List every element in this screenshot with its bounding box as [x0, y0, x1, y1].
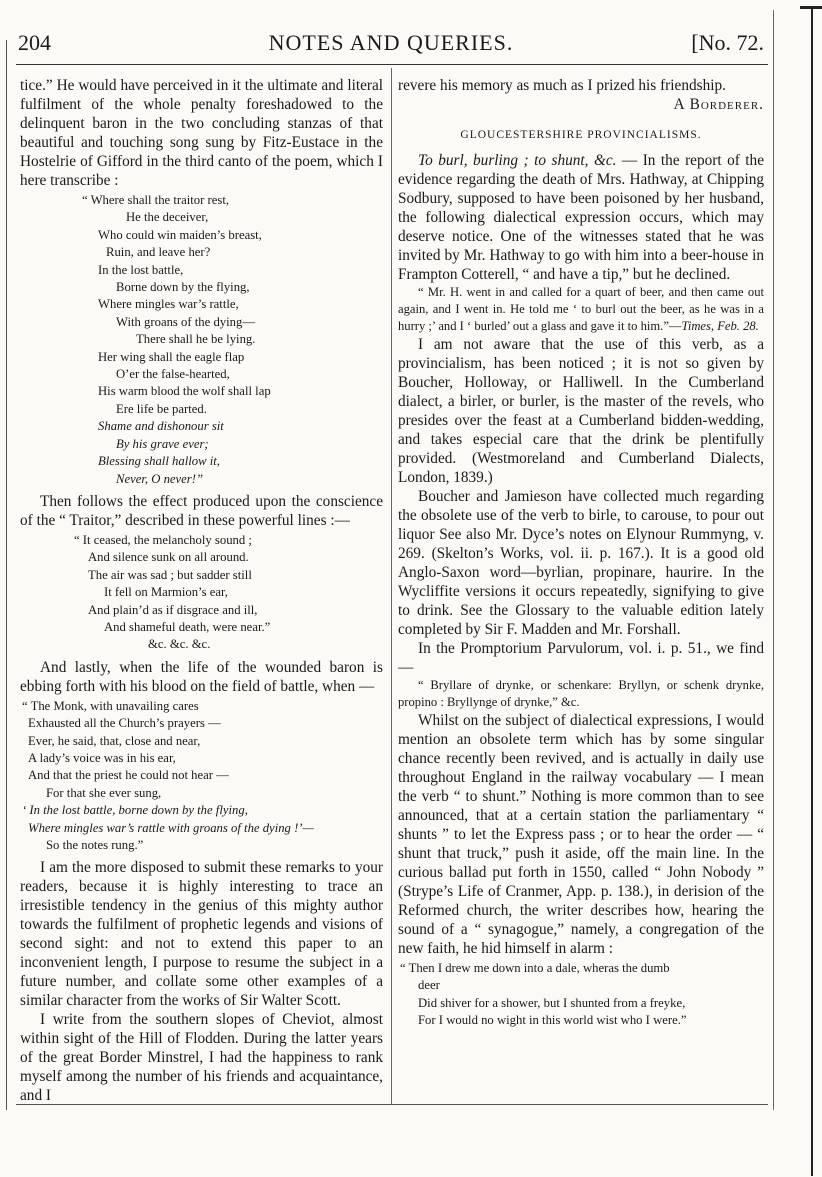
page-number: 204 — [18, 30, 51, 55]
ballad-quote — [398, 960, 764, 1030]
poem-line: For that she ever sung, — [46, 785, 162, 800]
poem-line: “ Where shall the traitor rest, — [82, 193, 230, 207]
poem-line: For I would no wight in this world wist who I were.” — [418, 1013, 687, 1028]
poem-line: He the deceiver, — [126, 210, 209, 225]
poem-line: Ruin, and leave her? — [106, 245, 211, 260]
left-border-line — [6, 40, 7, 1110]
newspaper-quote — [398, 284, 764, 335]
promptorium-quote: “ Bryllare of drynke, or schenkare: Bryllyn, or schenk drynke, propino : Bryllynge of drynke,” &c. — [398, 678, 764, 709]
quote-source: Times, Feb. 28. — [681, 319, 759, 333]
poem-line: “ Then I drew me down into a dale, wheras the dumb — [400, 961, 670, 975]
poem-line: By his grave ever; — [116, 436, 209, 451]
paragraph-text: — In the report of the evidence regarding the death of Mrs. Hathway, at Chipping Sodbury, supposed to have been poisoned by her husband, the following dialectical expression occurs, which may deserve notice. One of the witnesses stated that he was invited by Mr. Hathway to go with him into a beer-house in Frampton Cotterell, “ and have a tip,” but he declined. — [398, 152, 764, 283]
poem-line: And that the priest he could not hear — — [28, 768, 229, 783]
paragraph: tice.” He would have perceived in it the ultimate and literal fulfilment of the whole penalty foreshadowed to the delinquent baron in the two concluding stanzas of that beautiful and touching song sung by Fitz-Eustace in the Hostelrie of Gifford in the third canto of the poem, which I here transcribe : — [20, 77, 383, 189]
paragraph: revere his memory as much as I prized his friendship. — [398, 77, 726, 94]
paragraph — [398, 151, 764, 284]
left-column — [20, 76, 383, 1105]
poem-line: &c. &c. &c. — [148, 637, 211, 652]
poem-line: His warm blood the wolf shall lap — [98, 384, 271, 399]
paragraph: I write from the southern slopes of Cheviot, almost within sight of the Hill of Flodden. During the latter years of the great Border Minstrel, I had the happiness to rank myself among the number of his friends and acquaintance, and I — [20, 1011, 383, 1105]
paragraph: Then follows the effect produced upon the conscience of the “ Traitor,” described in these powerful lines :— — [20, 492, 383, 529]
poem-line: O’er the false-hearted, — [116, 367, 230, 382]
paragraph: I am not aware that the use of this verb, as a provincialism, has been noticed ; it is not so given by Boucher, Holloway, or Halliwell. In the Cumberland dialect, a birler, or burler, is the master of the revels, who presides over the feast at a Cumberland bidden-wedding, and takes especial care that the drink be plentifully provided. (Westmoreland and Cumberland Dialects, London, 1839.) — [398, 336, 764, 486]
poem-line: Who could win maiden’s breast, — [98, 227, 262, 242]
poem-line: “ The Monk, with unavailing cares — [22, 698, 199, 713]
right-border-line — [773, 10, 774, 1110]
poem-line: Where mingles war’s rattle, — [98, 297, 239, 312]
page-header — [18, 30, 764, 60]
poem-line: Never, O never!” — [116, 471, 204, 486]
header-rule — [16, 64, 768, 65]
poem-the-monk — [20, 698, 383, 855]
poem-line: “ It ceased, the melancholy sound ; — [74, 532, 252, 547]
corner-mark — [800, 0, 820, 20]
poem-line: A lady’s voice was in his ear, — [28, 750, 176, 765]
poem-line: Ever, he said, that, close and near, — [28, 733, 201, 748]
paragraph: And lastly, when the life of the wounded baron is ebbing forth with his blood on the field of battle, when — — [20, 658, 383, 695]
poem-line: It fell on Marmion’s ear, — [104, 585, 228, 600]
lead-phrase: To burl, burling ; to shunt, &c. — [418, 152, 617, 169]
paragraph: Boucher and Jamieson have collected much regarding the obsolete use of the verb to birle, to carouse, to pour out liquor See also Mr. Dyce’s notes on Elynour Rummyng, v. 269. (Skelton’s Works, vol. ii. p. 167.). It is a good old Anglo-Saxon word—byrlian, propinare, haurire. In the Wycliffite versions it occurs repeatedly, signifying to give to drink. See the Glossary to the valuable edition lately completed by Sir F. Madden and Mr. Forshall. — [398, 488, 764, 638]
paragraph: Whilst on the subject of dialectical expressions, I would mention an obsolete term which has by some singular chance recently been revived, and is actually in daily use throughout England in the railway vocabulary — I mean the verb “ to shunt.” Nothing is more common than to see announced, that at a certain station the parliamentary “ shunts ” to let the Express pass ; or to hear the order — “ shunt that truck,” push it aside, off the main line. In the curious ballad put forth in 1550, called “ John Nobody ” (Strype’s Life of Cranmer, App. p. 138.), in derision of the Reformed church, the writer describes how, hearing the sound of a “ synagogue,” namely, a congregation of the new faith, he hid himself in alarm : — [398, 712, 764, 957]
poem-line: Exhausted all the Church’s prayers — — [28, 716, 221, 731]
poem-line: Where mingles war’s rattle with groans of the dying !’— — [28, 820, 314, 835]
poem-line: deer — [418, 978, 440, 993]
poem-line: So the notes rung.” — [46, 838, 144, 852]
poem-it-ceased — [20, 532, 383, 654]
journal-title: NOTES AND QUERIES. — [268, 30, 514, 55]
poem-line: And silence sunk on all around. — [88, 550, 249, 565]
article-heading: GLOUCESTERSHIRE PROVINCIALISMS. — [460, 129, 702, 141]
poem-where-shall-the-traitor-rest — [20, 192, 383, 488]
poem-line: With groans of the dying— — [116, 314, 256, 329]
right-column — [398, 76, 764, 1034]
paragraph: In the Promptorium Parvulorum, vol. i. p. 51., we find — — [398, 640, 764, 676]
poem-line: Did shiver for a shower, but I shunted from a freyke, — [418, 995, 686, 1010]
poem-line: In the lost battle, — [98, 262, 184, 277]
poem-line: The air was sad ; but sadder still — [88, 567, 252, 582]
column-divider — [391, 68, 392, 1104]
poem-line: There shall he be lying. — [136, 332, 256, 347]
poem-line: Borne down by the flying, — [116, 280, 250, 295]
signature: A Borderer. — [673, 96, 764, 113]
poem-line: Shame and dishonour sit — [98, 419, 224, 434]
poem-line: And shameful death, were near.” — [104, 619, 271, 634]
poem-line: Her wing shall the eagle flap — [98, 349, 245, 364]
poem-line: And plain’d as if disgrace and ill, — [88, 602, 258, 617]
footer-rule — [16, 1104, 768, 1105]
quote-text: “ Mr. H. went in and called for a quart of beer, and then came out again, and I went in. He told me ‘ to burl out the beer, as he was in a hurry ;’ and I ‘ burled’ out a glass and gave it to him.”— — [398, 285, 764, 333]
issue-number: [No. 72. — [691, 30, 764, 55]
paragraph: I am the more disposed to submit these remarks to your readers, because it is highly interesting to trace an irresistible tendency in the genius of this mighty author towards the fulfilment of prophetic legends and visions of second sight: and not to extend this paper to an inconvenient length, I purpose to resume the subject in a future number, and collate some other examples of a similar character from the works of Sir Walter Scott. — [20, 859, 383, 1010]
poem-line: ‘ In the lost battle, borne down by the flying, — [22, 803, 248, 818]
poem-line: Blessing shall hallow it, — [98, 454, 220, 469]
poem-line: Ere life be parted. — [116, 401, 207, 416]
